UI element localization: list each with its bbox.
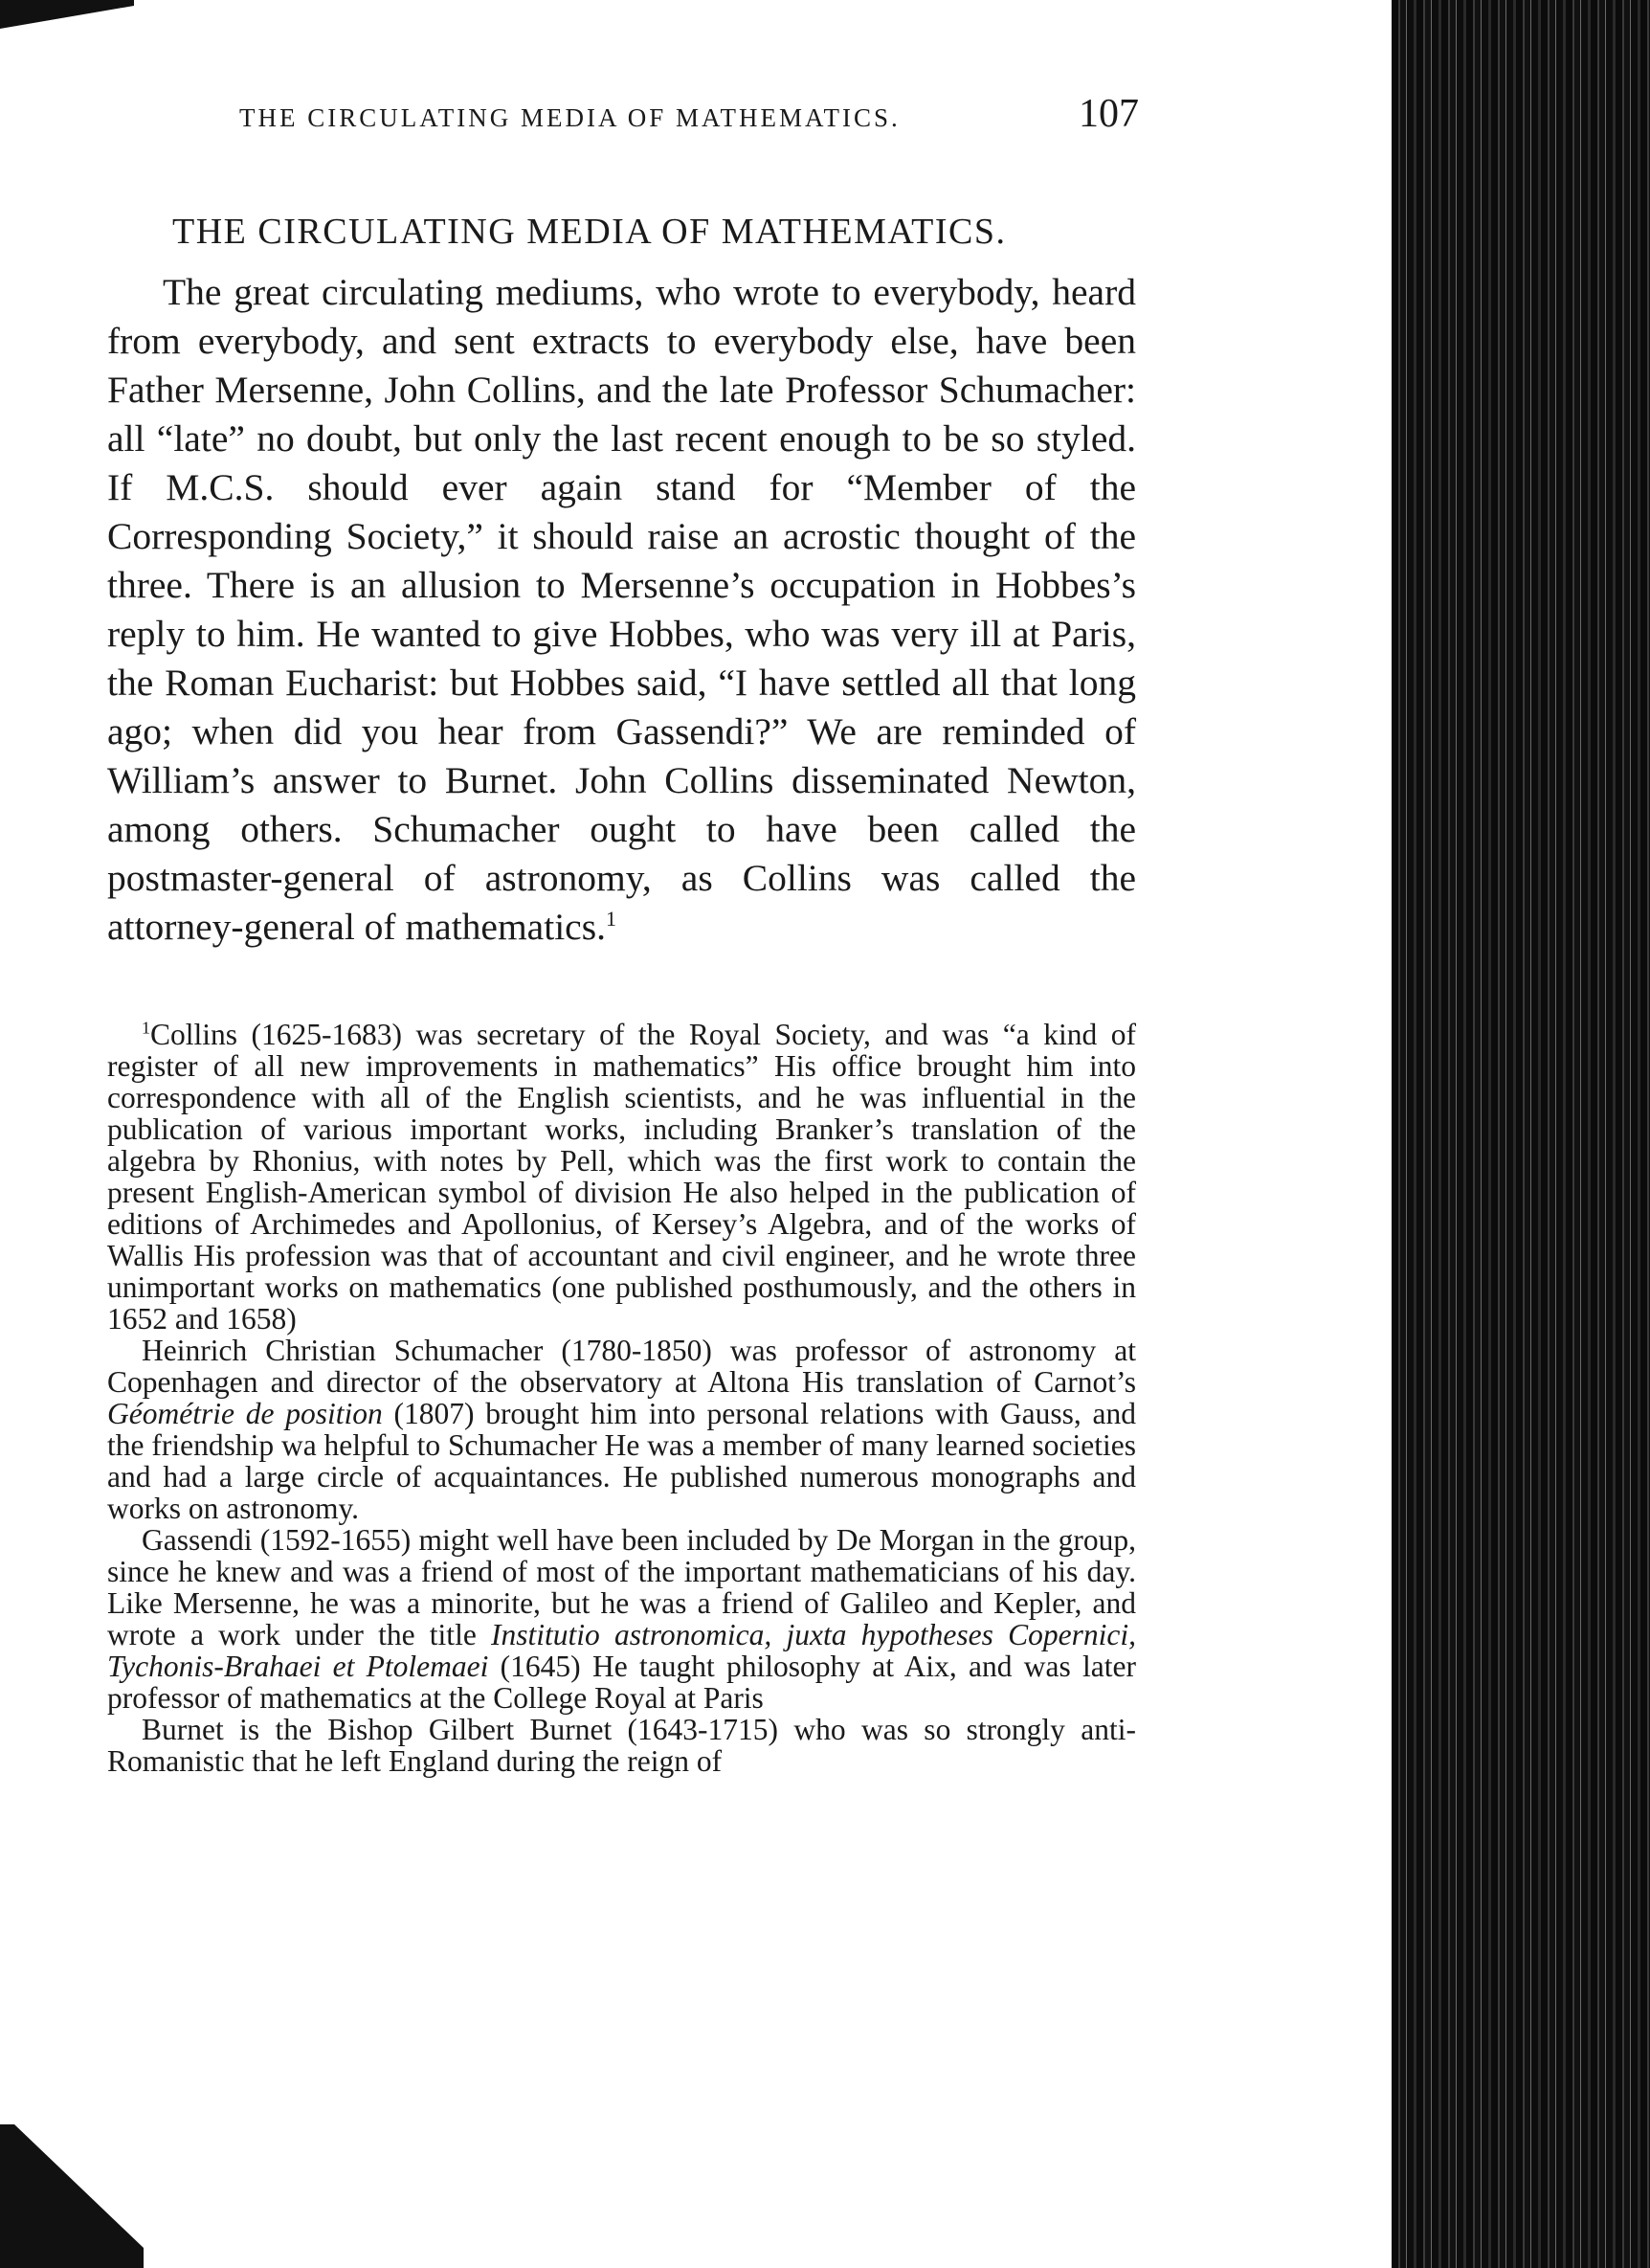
footnote-burnet: [107, 1714, 1136, 1777]
body-paragraph: [107, 268, 1136, 952]
book-title: Géométrie de position: [107, 1397, 383, 1430]
page-edge-gap: [1386, 0, 1392, 2268]
footnote-gassendi: [107, 1524, 1136, 1714]
footnotes: [107, 1019, 1136, 1777]
running-header: THE CIRCULATING MEDIA OF MATHEMATICS.: [239, 103, 901, 132]
footnote-text: Gassendi (1592-1655) might well have been included by De Morgan in the group, since he knew and was a friend of most of the important mathematicians of his day. Like Mersenne, he was a minorite, but he was a friend of Galileo and Kepler, and wrote a work under the title: [107, 1523, 1136, 1651]
book-title: Institutio astronomica, juxta hypotheses Copernici, Tychonis-Brahaei et Ptolemaei: [107, 1618, 1136, 1683]
footnote-text: Heinrich Christian Schumacher (1780-1850) was professor of astronomy at Copenhagen and director of the observatory at Altona His translation of Carnot’s: [107, 1334, 1136, 1399]
footnote-text: Collins (1625-1683) was secretary of the Royal Society, and was “a kind of register of all new improvements in mathematics” His office brought him into correspondence with all of the English scientists, and he was influential in the publication of various important works, including Branker’s translation of the algebra by Rhonius, with notes by Pell, which was the first work to contain the present English-American symbol of division He also helped in the publication of editions of Archimedes and Apollonius, of Kersey’s Algebra, and of the works of Wallis His profession was that of accountant and civil engineer, and he wrote three unimportant works on mathematics (one published posthumously, and the others in 1652 and 1658): [107, 1018, 1136, 1336]
footnote-text: Burnet is the Bishop Gilbert Burnet (1643-1715) who was so strongly anti-Romanistic that he left England during the reign of: [107, 1713, 1136, 1778]
footnote-schumacher: [107, 1335, 1136, 1524]
footnote-marker: 1: [142, 1018, 150, 1038]
scan-corner-mark: [0, 2124, 144, 2268]
scan-corner-mark: [0, 0, 134, 29]
footnote-text: (1645) He taught philosophy at Aix, and was later professor of mathematics at the College Royal at Paris: [107, 1650, 1136, 1715]
book-binding-edge: [1392, 0, 1650, 2268]
body-text: The great circulating mediums, who wrote to everybody, heard from everybody, and sent extracts to everybody else, have been Father Mersenne, John Collins, and the late Professor Schumacher: all “late” no doubt, but only the last recent enough to be so styled. If M.C.S. should ever again stand for “Member of the Corresponding Society,” it should raise an acrostic thought of the three. There is an allusion to Mersenne’s occupation in Hobbes’s reply to him. He wanted to give Hobbes, who was very ill at Paris, the Roman Eucharist: but Hobbes said, “I have settled all that long ago; when did you hear from Gassendi?” We are reminded of William’s answer to Burnet. John Collins disseminated Newton, among others. Schumacher ought to have been called the postmaster-general of astronomy, as Collins was called the attorney-general of mathematics.: [107, 271, 1136, 948]
footnote-text: (1807) brought him into personal relations with Gauss, and the friendship wa helpful to Schumacher He was a member of many learned societies and had a large circle of acquaintances. He published numerous monographs and works on astronomy.: [107, 1397, 1136, 1525]
page-number: 107: [1079, 92, 1139, 136]
section-title: THE CIRCULATING MEDIA OF MATHEMATICS.: [172, 212, 1007, 252]
footnote-collins: [107, 1019, 1136, 1335]
footnote-reference: 1: [605, 906, 616, 931]
